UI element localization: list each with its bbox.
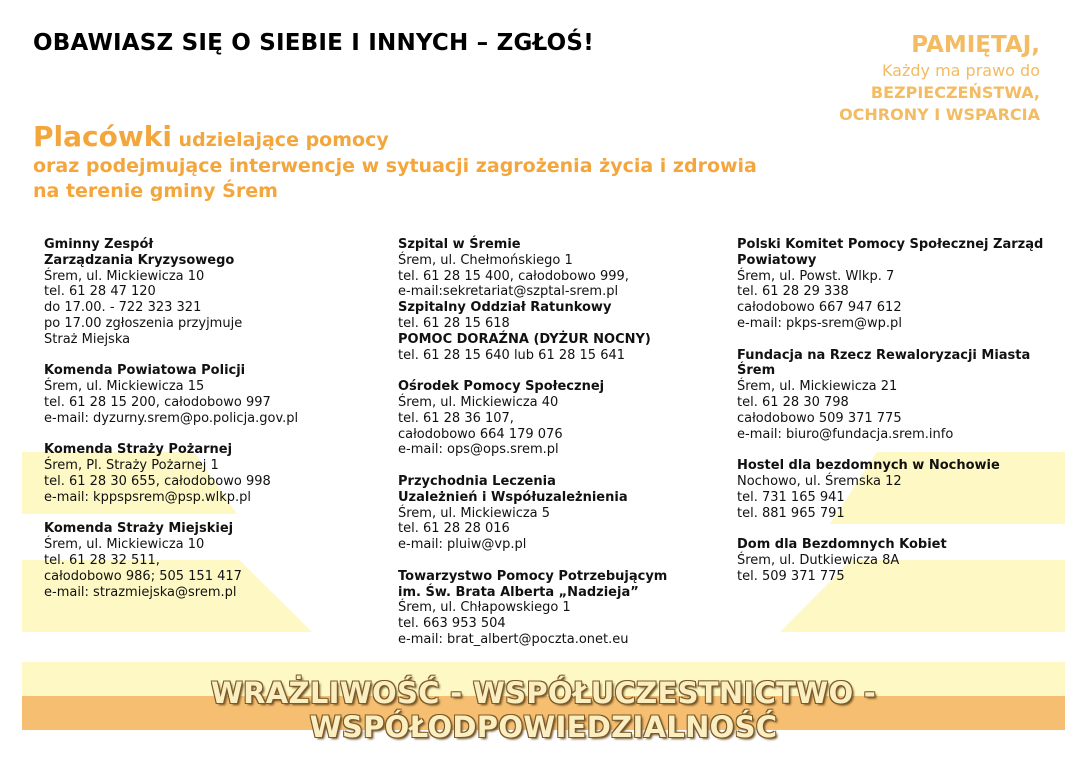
entry-heading: POMOC DORAŹNA (DYŻUR NOCNY): [398, 331, 651, 347]
entry-detail: tel. 61 28 15 200, całodobowo 997: [44, 394, 271, 410]
entry-heading: Polski Komitet Pomocy Społecznej Zarząd: [737, 237, 1044, 252]
column-3: [737, 237, 1057, 600]
contact-entry: [398, 237, 718, 363]
entry-detail: tel. 61 28 28 016: [398, 521, 510, 537]
contact-entry: [737, 458, 1057, 521]
entry-detail: tel. 61 28 36 107,: [398, 410, 514, 426]
contact-entry: [44, 442, 364, 505]
entry-heading: Szpitalny Oddział Ratunkowy: [398, 300, 612, 316]
entry-detail: e-mail: kppspsrem@psp.wlkp.pl: [44, 489, 252, 505]
entry-detail: Śrem, ul. Mickiewicza 5: [398, 505, 551, 521]
title-line-1: [33, 120, 757, 154]
entry-detail: tel. 61 28 30 655, całodobowo 998: [44, 473, 271, 489]
contact-entry: [737, 237, 1057, 332]
remember-line-4: OCHRONY I WSPARCIA: [839, 105, 1040, 124]
entry-detail: Śrem, ul. Chełmońskiego 1: [398, 252, 573, 268]
entry-detail: Śrem, ul. Mickiewicza 15: [44, 379, 205, 395]
entry-detail: e-mail: pluiw@vp.pl: [398, 537, 527, 553]
entry-heading: Gminny Zespół: [44, 237, 154, 252]
entry-detail: tel. 61 28 32 511,: [44, 552, 160, 568]
title-big: Placówki: [33, 120, 172, 153]
entry-heading: Uzależnień i Współuzależnienia: [398, 489, 628, 505]
contact-entry: [737, 537, 1057, 584]
entry-detail: e-mail: biuro@fundacja.srem.info: [737, 426, 954, 442]
entry-detail: tel. 663 953 504: [398, 616, 506, 632]
contact-entry: [44, 521, 364, 600]
entry-detail: Śrem, ul. Dutkiewicza 8A: [737, 552, 900, 568]
remember-line-1: PAMIĘTAJ,: [911, 32, 1040, 58]
entry-detail: tel. 881 965 791: [737, 505, 845, 521]
entry-detail: tel. 61 28 15 400, całodobowo 999,: [398, 268, 629, 284]
entry-heading: Szpital w Śremie: [398, 237, 521, 252]
page-title: [33, 120, 757, 204]
contact-entry: [398, 379, 718, 458]
entry-heading: Przychodnia Leczenia: [398, 473, 556, 489]
entry-detail: do 17.00. - 722 323 321: [44, 300, 202, 316]
entry-heading: Powiatowy: [737, 252, 817, 268]
entry-detail: tel. 61 28 15 640 lub 61 28 15 641: [398, 347, 626, 363]
title-line-2: oraz podejmujące interwencje w sytuacji zagrożenia życia i zdrowia: [33, 155, 757, 177]
entry-detail: całodobowo 509 371 775: [737, 410, 902, 426]
entry-detail: Śrem, ul. Mickiewicza 10: [44, 537, 205, 553]
contact-entry: [398, 569, 718, 648]
entry-heading: Fundacja na Rzecz Rewaloryzacji Miasta: [737, 347, 1031, 363]
entry-detail: e-mail: ops@ops.srem.pl: [398, 442, 559, 458]
entry-detail: e-mail: strazmiejska@srem.pl: [44, 584, 237, 600]
entry-detail: tel. 509 371 775: [737, 568, 845, 584]
entry-heading: Zarządzania Kryzysowego: [44, 252, 235, 268]
entry-detail: po 17.00 zgłoszenia przyjmuje: [44, 315, 243, 331]
entry-detail: Śrem, ul. Powst. Wlkp. 7: [737, 268, 895, 284]
title-line-3: na terenie gminy Śrem: [33, 180, 278, 202]
entry-detail: całodobowo 664 179 076: [398, 426, 563, 442]
footer-slogan: WRAŻLIWOŚĆ - WSPÓŁUCZESTNICTWO - WSPÓŁODPOWIEDZIALNOŚĆ: [210, 676, 877, 744]
headline: OBAWIASZ SIĘ O SIEBIE I INNYCH – ZGŁOŚ!: [33, 30, 594, 56]
entry-detail: Śrem, ul. Mickiewicza 21: [737, 379, 898, 395]
entry-detail: Śrem, ul. Mickiewicza 40: [398, 394, 559, 410]
contact-entry: [398, 474, 718, 553]
title-sub: udzielające pomocy: [171, 129, 389, 151]
entry-heading: Śrem: [737, 363, 776, 379]
entry-detail: Straż Miejska: [44, 331, 131, 347]
remember-line-2: Każdy ma prawo do: [881, 61, 1040, 80]
entry-heading: Komenda Straży Pożarnej: [44, 442, 233, 458]
column-1: [44, 237, 364, 616]
column-2: [398, 237, 718, 664]
entry-detail: całodobowo 986; 505 151 417: [44, 568, 242, 584]
entry-detail: Nochowo, ul. Śremska 12: [737, 473, 902, 489]
contact-entry: [44, 237, 364, 348]
entry-detail: e-mail:sekretariat@szptal-srem.pl: [398, 284, 619, 300]
entry-heading: Ośrodek Pomocy Społecznej: [398, 379, 605, 395]
entry-detail: tel. 61 28 29 338: [737, 284, 849, 300]
entry-detail: Śrem, ul. Mickiewicza 10: [44, 268, 205, 284]
entry-heading: Komenda Powiatowa Policji: [44, 363, 246, 379]
contact-entry: [44, 363, 364, 426]
entry-heading: Towarzystwo Pomocy Potrzebującym: [398, 568, 668, 584]
entry-detail: Śrem, Pl. Straży Pożarnej 1: [44, 458, 219, 474]
entry-detail: tel. 61 28 47 120: [44, 284, 156, 300]
entry-detail: e-mail: brat_albert@poczta.onet.eu: [398, 631, 629, 647]
entry-detail: tel. 61 28 30 798: [737, 394, 849, 410]
contact-entry: [737, 348, 1057, 443]
entry-detail: całodobowo 667 947 612: [737, 300, 902, 316]
entry-heading: Dom dla Bezdomnych Kobiet: [737, 537, 947, 553]
entry-heading: im. Św. Brata Alberta „Nadzieja”: [398, 584, 639, 600]
entry-detail: e-mail: pkps-srem@wp.pl: [737, 315, 902, 331]
entry-detail: e-mail: dyzurny.srem@po.policja.gov.pl: [44, 410, 299, 426]
entry-detail: Śrem, ul. Chłapowskiego 1: [398, 600, 571, 616]
remember-line-3: BEZPIECZEŃSTWA,: [870, 83, 1040, 102]
entry-heading: Hostel dla bezdomnych w Nochowie: [737, 458, 1000, 474]
entry-heading: Komenda Straży Miejskiej: [44, 521, 234, 537]
entry-detail: tel. 61 28 15 618: [398, 315, 510, 331]
entry-detail: tel. 731 165 941: [737, 489, 845, 505]
remember-block: [839, 30, 1040, 126]
